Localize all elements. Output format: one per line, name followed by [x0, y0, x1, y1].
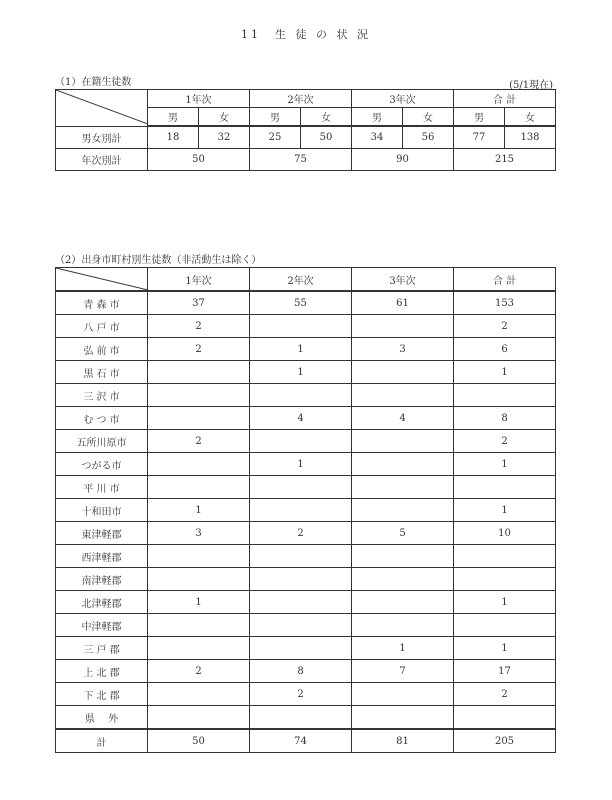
cell-value — [352, 568, 454, 591]
cell-value — [148, 453, 250, 476]
cell-value: 1 — [250, 338, 352, 361]
cell-value: 34 — [352, 126, 403, 149]
cell-value — [352, 683, 454, 706]
table-row — [56, 614, 556, 637]
municipality-label: 五所川原市 — [56, 430, 148, 453]
cell-value: 2 — [148, 315, 250, 338]
cell-value: 2 — [250, 522, 352, 545]
cell-value: 3 — [148, 522, 250, 545]
gender-header: 女 — [301, 108, 352, 127]
cell-value: 50 — [301, 126, 352, 149]
table-row — [56, 384, 556, 407]
section1-label: （1）在籍生徒数 — [55, 77, 132, 88]
table-row — [56, 338, 556, 361]
year-header: 2年次 — [250, 268, 352, 292]
cell-value — [250, 499, 352, 522]
cell-value: 1 — [352, 637, 454, 660]
table-row — [56, 315, 556, 338]
gender-header: 女 — [403, 108, 454, 127]
cell-value: 55 — [250, 291, 352, 315]
cell-value — [250, 706, 352, 730]
cell-value: 2 — [148, 430, 250, 453]
year-header: 1年次 — [148, 268, 250, 292]
cell-value — [352, 706, 454, 730]
gender-header: 女 — [505, 108, 556, 127]
cell-value — [352, 614, 454, 637]
cell-value — [352, 315, 454, 338]
cell-value — [250, 614, 352, 637]
cell-value — [250, 315, 352, 338]
cell-value: 1 — [454, 453, 556, 476]
table-row — [56, 568, 556, 591]
section2-label: （2）出身市町村別生徒数（非活動生は除く） — [55, 255, 262, 266]
page-title: 11 生 徒 の 状 況 — [241, 28, 371, 41]
gender-header: 男 — [454, 108, 505, 127]
cell-value: 1 — [454, 499, 556, 522]
cell-value: 3 — [352, 338, 454, 361]
cell-value — [454, 545, 556, 568]
table-row — [56, 545, 556, 568]
cell-value: 1 — [250, 361, 352, 384]
cell-value — [250, 568, 352, 591]
gender-header: 男 — [352, 108, 403, 127]
cell-value: 1 — [250, 453, 352, 476]
table-row — [56, 407, 556, 430]
municipality-label: 平 川 市 — [56, 476, 148, 499]
municipality-label: 黒 石 市 — [56, 361, 148, 384]
cell-value: 90 — [352, 149, 454, 171]
gender-header: 男 — [250, 108, 301, 127]
year-header: 合 計 — [454, 90, 556, 108]
cell-value — [250, 591, 352, 614]
table-row — [56, 476, 556, 499]
cell-value — [148, 568, 250, 591]
cell-value: 25 — [250, 126, 301, 149]
cell-value — [352, 453, 454, 476]
cell-value: 5 — [352, 522, 454, 545]
cell-value: 2 — [148, 660, 250, 683]
cell-value — [250, 476, 352, 499]
cell-value — [148, 683, 250, 706]
cell-value — [352, 499, 454, 522]
enrollment-table — [55, 89, 556, 171]
municipality-label: 八 戸 市 — [56, 315, 148, 338]
cell-value: 8 — [454, 407, 556, 430]
cell-value: 153 — [454, 291, 556, 315]
table-row — [56, 126, 556, 149]
header-row — [56, 268, 556, 292]
cell-value: 138 — [505, 126, 556, 149]
municipality-label: 弘 前 市 — [56, 338, 148, 361]
cell-value: 74 — [250, 729, 352, 753]
table-row — [56, 149, 556, 171]
cell-value: 7 — [352, 660, 454, 683]
municipality-label: 県 外 — [56, 706, 148, 730]
year-header: 1年次 — [148, 90, 250, 108]
cell-value — [148, 476, 250, 499]
gender-header: 女 — [199, 108, 250, 127]
municipality-label: 青 森 市 — [56, 291, 148, 315]
cell-value — [352, 545, 454, 568]
cell-value — [148, 384, 250, 407]
cell-value — [454, 614, 556, 637]
cell-value: 10 — [454, 522, 556, 545]
cell-value: 1 — [454, 591, 556, 614]
diagonal-line — [56, 90, 148, 124]
year-header: 3年次 — [352, 268, 454, 292]
cell-value — [148, 407, 250, 430]
cell-value — [454, 384, 556, 407]
cell-value: 2 — [454, 315, 556, 338]
cell-value — [352, 361, 454, 384]
municipality-label: 上 北 郡 — [56, 660, 148, 683]
cell-value: 32 — [199, 126, 250, 149]
table-row — [56, 361, 556, 384]
total-label: 計 — [56, 729, 148, 753]
cell-value — [250, 637, 352, 660]
cell-value: 1 — [454, 637, 556, 660]
cell-value — [454, 706, 556, 730]
cell-value: 37 — [148, 291, 250, 315]
row-label: 年次別計 — [56, 149, 148, 171]
cell-value: 18 — [148, 126, 199, 149]
cell-value: 215 — [454, 149, 556, 171]
cell-value — [352, 384, 454, 407]
table-row — [56, 453, 556, 476]
municipality-label: 西津軽郡 — [56, 545, 148, 568]
cell-value — [148, 545, 250, 568]
gender-header: 男 — [148, 108, 199, 127]
cell-value — [352, 430, 454, 453]
municipality-label: 中津軽郡 — [56, 614, 148, 637]
diagonal-header-cell — [56, 268, 148, 292]
municipality-label: 三 沢 市 — [56, 384, 148, 407]
table-row — [56, 706, 556, 730]
table-row — [56, 430, 556, 453]
table-row — [56, 683, 556, 706]
cell-value: 205 — [454, 729, 556, 753]
municipality-label: 東津軽郡 — [56, 522, 148, 545]
municipality-label: 三 戸 郡 — [56, 637, 148, 660]
cell-value: 77 — [454, 126, 505, 149]
table-row — [56, 291, 556, 315]
table-row — [56, 499, 556, 522]
total-row — [56, 729, 556, 753]
municipality-label: む つ 市 — [56, 407, 148, 430]
cell-value: 1 — [148, 591, 250, 614]
cell-value — [148, 614, 250, 637]
cell-value: 8 — [250, 660, 352, 683]
municipality-label: つがる市 — [56, 453, 148, 476]
cell-value: 56 — [403, 126, 454, 149]
cell-value — [250, 384, 352, 407]
diagonal-header-cell — [56, 90, 148, 127]
table-row — [56, 637, 556, 660]
cell-value: 61 — [352, 291, 454, 315]
origin-table — [55, 267, 556, 753]
cell-value: 4 — [352, 407, 454, 430]
cell-value: 1 — [454, 361, 556, 384]
cell-value: 4 — [250, 407, 352, 430]
cell-value — [454, 476, 556, 499]
municipality-label: 南津軽郡 — [56, 568, 148, 591]
municipality-label: 北津軽郡 — [56, 591, 148, 614]
cell-value — [148, 706, 250, 730]
municipality-label: 下 北 郡 — [56, 683, 148, 706]
cell-value: 50 — [148, 729, 250, 753]
cell-value — [250, 430, 352, 453]
year-header: 3年次 — [352, 90, 454, 108]
cell-value: 2 — [250, 683, 352, 706]
diagonal-line — [56, 268, 148, 290]
cell-value — [352, 476, 454, 499]
cell-value: 81 — [352, 729, 454, 753]
cell-value — [250, 545, 352, 568]
year-header: 合 計 — [454, 268, 556, 292]
as-of-date-note: (5/1現在) — [509, 80, 553, 91]
municipality-label: 十和田市 — [56, 499, 148, 522]
cell-value: 2 — [454, 683, 556, 706]
cell-value: 1 — [148, 499, 250, 522]
table-row — [56, 660, 556, 683]
row-label: 男女別計 — [56, 126, 148, 149]
cell-value — [352, 591, 454, 614]
cell-value: 2 — [148, 338, 250, 361]
cell-value: 17 — [454, 660, 556, 683]
cell-value: 6 — [454, 338, 556, 361]
cell-value — [148, 637, 250, 660]
cell-value: 75 — [250, 149, 352, 171]
year-header: 2年次 — [250, 90, 352, 108]
cell-value: 50 — [148, 149, 250, 171]
cell-value: 2 — [454, 430, 556, 453]
cell-value — [148, 361, 250, 384]
table-row — [56, 591, 556, 614]
cell-value — [454, 568, 556, 591]
table-row — [56, 522, 556, 545]
